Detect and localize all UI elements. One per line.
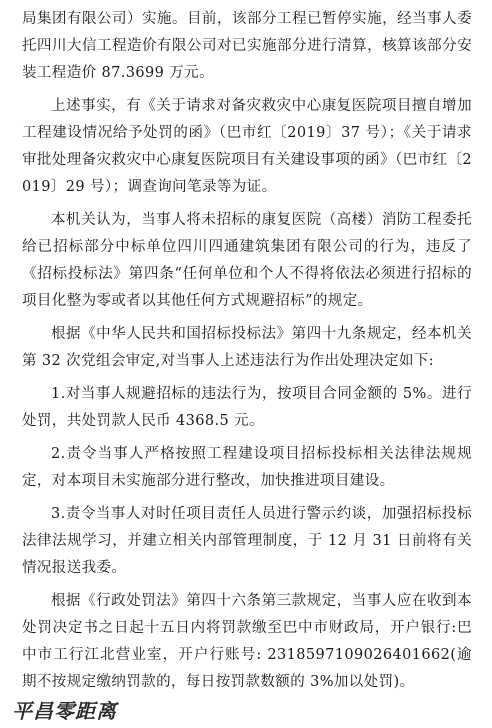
paragraph-payment-instructions: 根据《行政处罚法》第四十六条第三款规定，当事人应在收到本处罚决定书之日起十五日内将罚款缴至巴中市财政局，开户银行:巴中市工行江北营业室，开户行账号: 2318597109026401662(逾期不按规定缴纳罚款的，每日按罚款数额的 3%加以处罚)。 [22,593,472,690]
paragraph-agency-opinion: 本机关认为，当事人将未招标的康复医院（高楼）消防工程委托给已招标部分中标单位四川四通建筑集团有限公司的行为，违反了《招标投标法》第四条“任何单位和个人不得将依法必须进行招标的项目化整为零或者以其他任何方式规避招标”的规定。 [22,212,472,309]
paragraph-legal-basis: 根据《中华人民共和国招标投标法》第四十九条规定，经本机关第 32 次党组会审定,对当事人上述违法行为作出处理决定如下: [22,326,472,369]
paragraph-decision-1: 1.对当事人规避招标的违法行为，按项目合同金额的 5%。进行处罚，共处罚款人民币 4368.5 元。 [22,386,472,429]
paragraph-continuation: 局集团有限公司）实施。目前，该部分工程已暂停实施，经当事人委托四川大信工程造价有限公司对已实施部分进行清算，核算该部分安装工程造价 87.3699 万元。 [22,11,472,81]
watermark-logo: 平昌零距离 [12,699,117,723]
paragraph-decision-2: 2.责令当事人严格按照工程建设项目招标投标相关法律法规规定，对本项目未实施部分进行整改，加快推进项目建设。 [22,446,472,489]
document-body [22,6,472,702]
paragraph-facts-evidence: 上述事实，有《关于请求对备灾救灾中心康复医院项目擅自增加工程建设情况给予处罚的函》（巴市红〔2019〕37 号）；《关于请求审批处理备灾救灾中心康复医院项目有关建设事项的函》（巴市红〔2019〕29 号）；调查询问笔录等为证。 [22,98,472,195]
paragraph-decision-3: 3.责令当事人对时任项目责任人员进行警示约谈，加强招标投标法律法规学习，并建立相关内部管理制度，于 12 月 31 日前将有关情况报送我委。 [22,506,472,576]
